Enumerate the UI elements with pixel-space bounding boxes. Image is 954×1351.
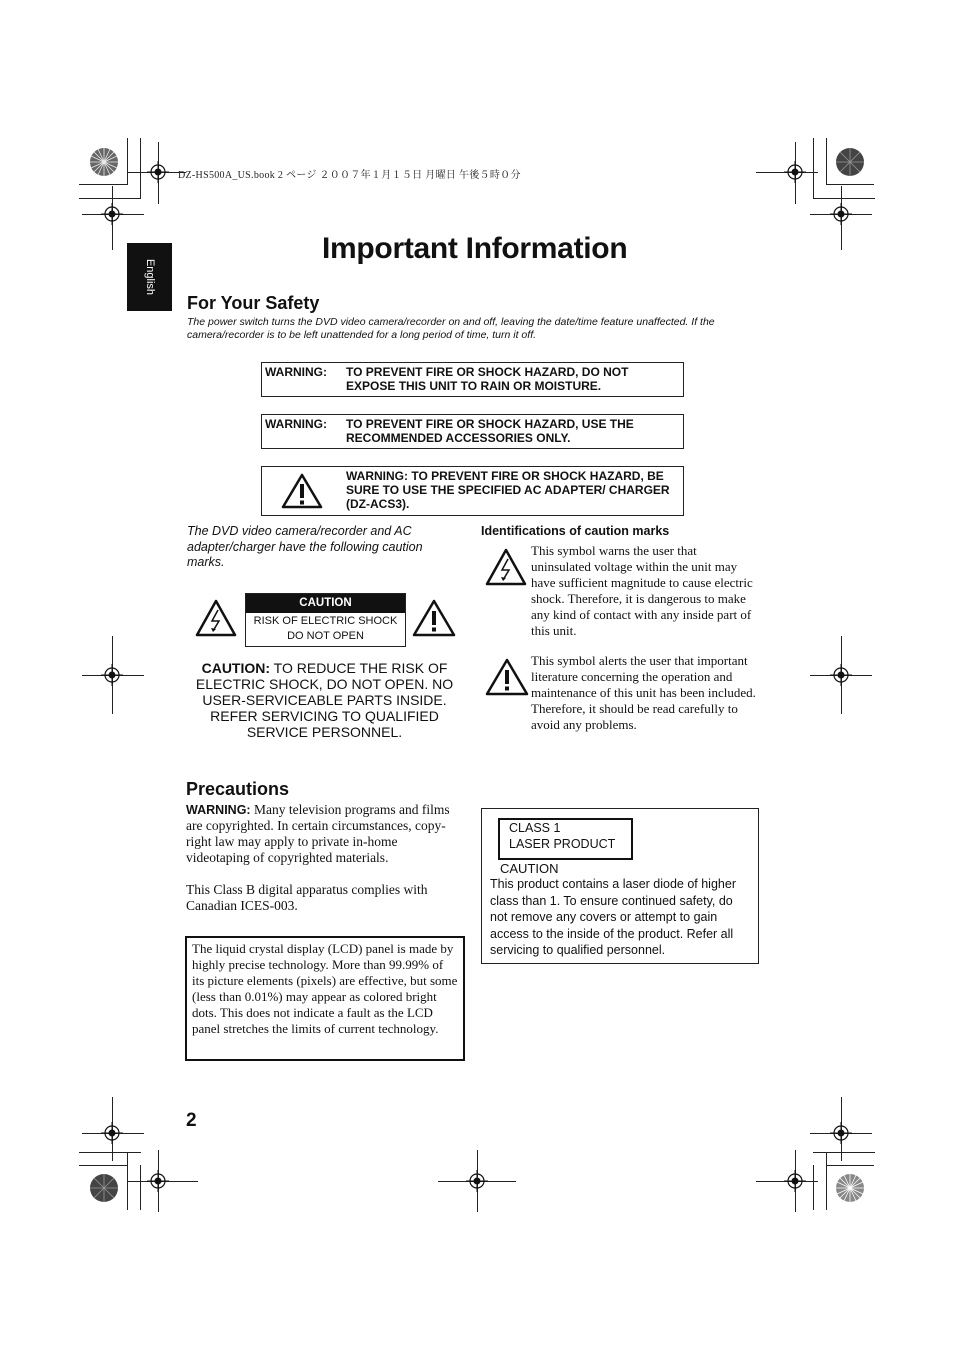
- caution-statement-lead: CAUTION:: [201, 660, 271, 676]
- laser-class-label: [498, 818, 633, 860]
- lcd-notice-text: The liquid crystal display (LCD) panel is made by highly precise technology. More than 99.99% of its picture elements (pixels) are effective, but some (less than 0.01%) may appear as colored bright dots. This does not indicate a fault as the LCD panel stretches the limits of current technology.: [192, 941, 458, 1036]
- page-title: Important Information: [322, 232, 628, 265]
- laser-caution-heading: CAUTION: [500, 861, 559, 876]
- laser-notice-box: [481, 808, 759, 964]
- exclamation-triangle-icon: [412, 599, 456, 637]
- warning-label: WARNING:: [265, 365, 327, 379]
- precautions-heading: Precautions: [186, 779, 290, 799]
- warning-text: WARNING: TO PREVENT FIRE OR SHOCK HAZARD, BE SURE TO USE THE SPECIFIED AC ADAPTER/ CHARGER (DZ-ACS3).: [346, 469, 670, 511]
- registration-mark-icon: [466, 1170, 488, 1192]
- color-rosette-icon: [89, 147, 119, 177]
- caution-label-line: RISK OF ELECTRIC SHOCK: [253, 615, 398, 627]
- exclamation-symbol-description: This symbol alerts the user that important literature concerning the operation and maintenance of this unit has been included. Therefore, it should be read carefully to avoid any problems.: [531, 653, 756, 732]
- language-tab: [127, 243, 172, 311]
- page-number: 2: [186, 1110, 197, 1131]
- lightning-triangle-icon: [195, 599, 237, 637]
- caution-statement-text: TO REDUCE THE RISK OF ELECTRIC SHOCK, DO NOT OPEN. NO USER-SERVICEABLE PARTS INSIDE. REFER SERVICING TO QUALIFIED SERVICE PERSONNEL.: [195, 660, 454, 740]
- warning-label: WARNING:: [265, 417, 327, 431]
- caution-marks-note: The DVD video camera/recorder and AC adapter/charger have the following caution marks.: [187, 524, 423, 569]
- warning-box-adapter: [261, 466, 684, 516]
- caution-label: [245, 593, 406, 647]
- class-b-statement: This Class B digital apparatus complies with Canadian ICES-003.: [186, 882, 428, 913]
- caution-label-head: CAUTION: [246, 594, 405, 613]
- print-header: DZ-HS500A_US.book 2 ページ ２００７年１月１５日 月曜日 午後５時０分: [178, 170, 521, 181]
- registration-mark-icon: [784, 1170, 806, 1192]
- registration-mark-icon: [101, 664, 123, 686]
- laser-class-line: LASER PRODUCT: [509, 837, 616, 851]
- copyright-warning: [186, 802, 464, 866]
- copyright-warning-lead: WARNING:: [186, 803, 251, 817]
- warning-box-accessories: [261, 414, 684, 449]
- color-rosette-icon: [835, 1173, 865, 1203]
- copyright-warning-text: Many television programs and films are copyrighted. In certain circumstances, copy-right law may apply to private in-home videotaping of copyrighted materials.: [186, 802, 450, 865]
- laser-class-line: CLASS 1: [509, 821, 561, 835]
- warning-text: TO PREVENT FIRE OR SHOCK HAZARD, USE THE RECOMMENDED ACCESSORIES ONLY.: [346, 417, 634, 445]
- safety-heading: For Your Safety: [187, 293, 320, 313]
- lightning-symbol-description: This symbol warns the user that uninsulated voltage within the unit may have sufficient magnitude to cause electric shock. Therefore, it is dangerous to make any kind of contact with any inside part of this unit.: [531, 543, 753, 638]
- safety-intro: The power switch turns the DVD video camera/recorder on and off, leaving the date/time feature unaffected. If the camera/recorder is to be left unattended for a long period of time, turn it off.: [187, 316, 715, 341]
- registration-mark-icon: [784, 161, 806, 183]
- warning-text: TO PREVENT FIRE OR SHOCK HAZARD, DO NOT EXPOSE THIS UNIT TO RAIN OR MOISTURE.: [346, 365, 629, 393]
- registration-mark-icon: [830, 1122, 852, 1144]
- color-rosette-icon: [835, 147, 865, 177]
- registration-mark-icon: [101, 1122, 123, 1144]
- exclamation-triangle-icon: [281, 473, 323, 509]
- lightning-triangle-icon: [485, 548, 527, 586]
- registration-mark-icon: [147, 1170, 169, 1192]
- identifications-title: Identifications of caution marks: [481, 524, 670, 538]
- registration-mark-icon: [147, 161, 169, 183]
- exclamation-triangle-icon: [485, 658, 529, 696]
- color-rosette-icon: [89, 1173, 119, 1203]
- warning-box-rain: [261, 362, 684, 397]
- language-tab-label: English: [143, 258, 156, 296]
- registration-mark-icon: [830, 203, 852, 225]
- registration-mark-icon: [101, 203, 123, 225]
- lcd-notice-box: [185, 936, 465, 1061]
- laser-caution-text: This product contains a laser diode of higher class than 1. To ensure continued safety, do not remove any covers or attempt to gain access to the inside of the product. Refer all servicing to qualified personnel.: [490, 877, 736, 957]
- registration-mark-icon: [830, 664, 852, 686]
- caution-statement: [187, 660, 462, 740]
- caution-label-line: DO NOT OPEN: [287, 630, 364, 642]
